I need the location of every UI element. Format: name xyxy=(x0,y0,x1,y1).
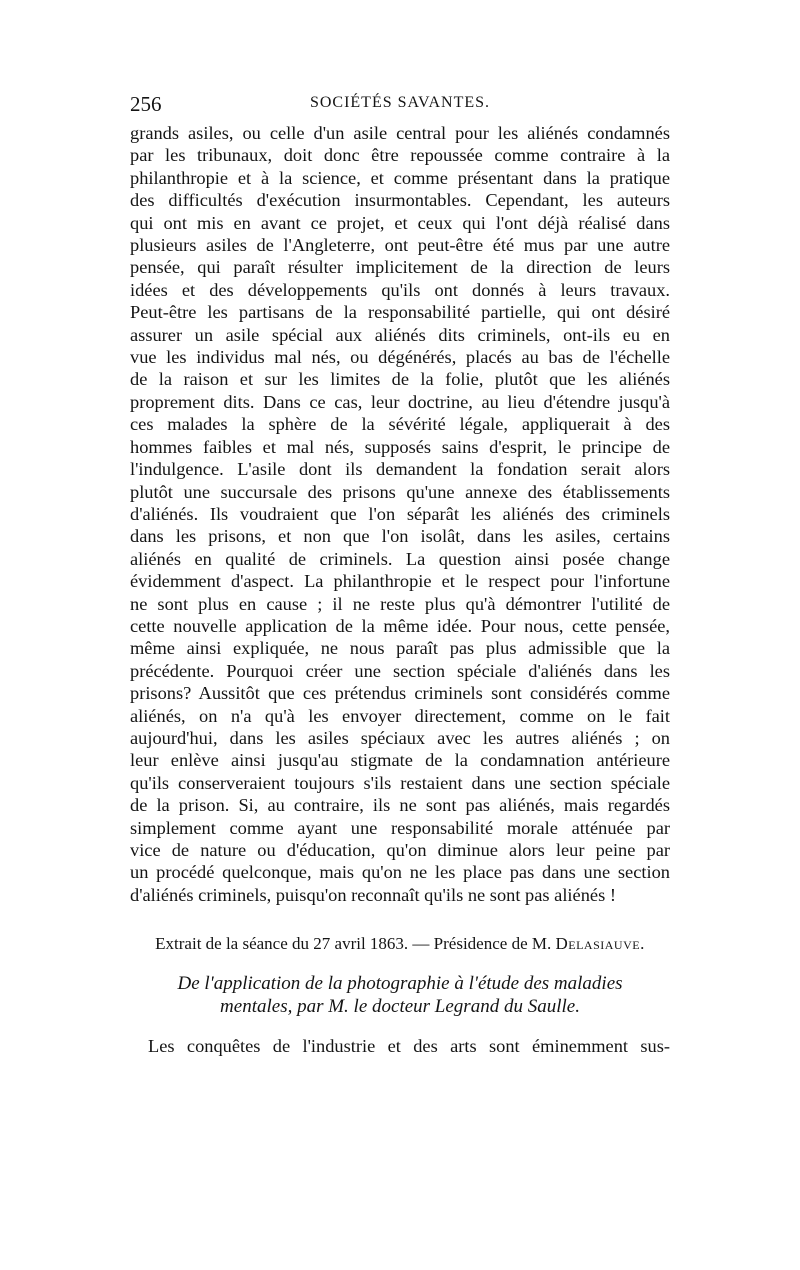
page-number: 256 xyxy=(130,92,162,116)
text-line: précédente. Pourquoi créer une section spéciale d'aliénés dans les xyxy=(130,660,670,681)
text-line: plusieurs asiles de l'Angleterre, ont peut-être été mus par une autre xyxy=(130,235,670,256)
text-line: idées et des développements qu'ils ont donnés à leurs travaux. xyxy=(130,279,670,300)
page-header xyxy=(130,88,670,122)
text-line: grands asiles, ou celle d'un asile central pour les aliénés condamnés xyxy=(130,123,670,143)
text-line: des difficultés d'exécution insurmontables. Cependant, les auteurs xyxy=(130,190,670,211)
text-line: évidemment d'aspect. La philanthropie et le respect pour l'infortune xyxy=(130,571,670,592)
text-line: même ainsi expliquée, ne nous paraît pas plus admissible que la xyxy=(130,638,670,659)
text-line: de la raison et sur les limites de la folie, plutôt que les aliénés xyxy=(130,369,670,390)
section-heading xyxy=(130,934,670,954)
paper-title-line-2: mentales, par M. le docteur Legrand du Saulle. xyxy=(220,996,580,1018)
text-line: par les tribunaux, doit donc être repoussée comme contraire à la xyxy=(130,145,670,166)
body-paragraph xyxy=(130,122,670,906)
text-line: philanthropie et à la science, et comme présentant dans la pratique xyxy=(130,167,670,188)
text-line: assurer un asile spécial aux aliénés dits criminels, ont-ils eu en xyxy=(130,324,670,345)
text-line: vue les individus mal nés, ou dégénérés, placés au bas de l'échelle xyxy=(130,347,670,368)
running-title: SOCIÉTÉS SAVANTES. xyxy=(309,94,491,111)
text-line: pensée, qui paraît résulter implicitement de la direction de leurs xyxy=(130,257,670,278)
text-line: qui ont mis en avant ce projet, et ceux qui l'ont déjà réalisé dans xyxy=(130,212,670,233)
text-line: l'indulgence. L'asile dont ils demandent la fondation serait alors xyxy=(130,459,670,480)
text-line: Peut-être les partisans de la responsabilité partielle, qui ont désiré xyxy=(130,302,670,323)
text-line: plutôt une succursale des prisons qu'une annexe des établissements xyxy=(130,481,670,502)
text-line: aujourd'hui, dans les asiles spéciaux avec les autres aliénés ; on xyxy=(130,727,670,748)
text-line: prisons? Aussitôt que ces prétendus criminels sont considérés comme xyxy=(130,683,670,704)
text-line: hommes faibles et mal nés, supposés sains d'esprit, le principe de xyxy=(130,436,670,457)
text-line: qu'ils conserveraient toujours s'ils restaient dans une section spéciale xyxy=(130,772,670,793)
text-line: aliénés, on n'a qu'à les envoyer directement, comme on le fait xyxy=(130,705,670,726)
president-name: Delasiauve. xyxy=(555,934,645,954)
text-line: ne sont plus en cause ; il ne reste plus qu'à démontrer l'utilité de xyxy=(130,593,670,614)
text-line: leur enlève ainsi jusqu'au stigmate de la condamnation antérieure xyxy=(130,750,670,771)
continuation-paragraph: Les conquêtes de l'industrie et des arts sont éminemment sus- xyxy=(148,1036,670,1057)
text-line: aliénés en qualité de criminels. La question ainsi posée change xyxy=(130,548,670,569)
paper-title xyxy=(130,972,670,1018)
text-line: cette nouvelle application de la même idée. Pour nous, cette pensée, xyxy=(130,615,670,636)
text-line: simplement comme ayant une responsabilité morale atténuée par xyxy=(130,817,670,838)
text-line: ces malades la sphère de la sévérité légale, appliquerait à des xyxy=(130,414,670,435)
text-line: de la prison. Si, au contraire, ils ne sont pas aliénés, mais regardés xyxy=(130,795,670,816)
section-heading-text: Extrait de la séance du 27 avril 1863. — Présidence de M. xyxy=(155,934,556,954)
text-line: un procédé quelconque, mais qu'on ne les place pas dans une section xyxy=(130,862,670,883)
book-page xyxy=(130,88,670,1057)
text-line: vice de nature ou d'éducation, qu'on diminue alors leur peine par xyxy=(130,840,670,860)
text-line: dans les prisons, et non que l'on isolât, dans les asiles, certains xyxy=(130,526,670,547)
paper-title-line-1: De l'application de la photographie à l'étude des maladies xyxy=(177,973,623,995)
text-line: d'aliénés criminels, puisqu'on reconnaît qu'ils ne sont pas aliénés ! xyxy=(130,884,616,905)
text-line: proprement dits. Dans ce cas, leur doctrine, au lieu d'étendre jusqu'à xyxy=(130,391,670,412)
text-line: d'aliénés. Ils voudraient que l'on séparât les aliénés des criminels xyxy=(130,503,670,524)
